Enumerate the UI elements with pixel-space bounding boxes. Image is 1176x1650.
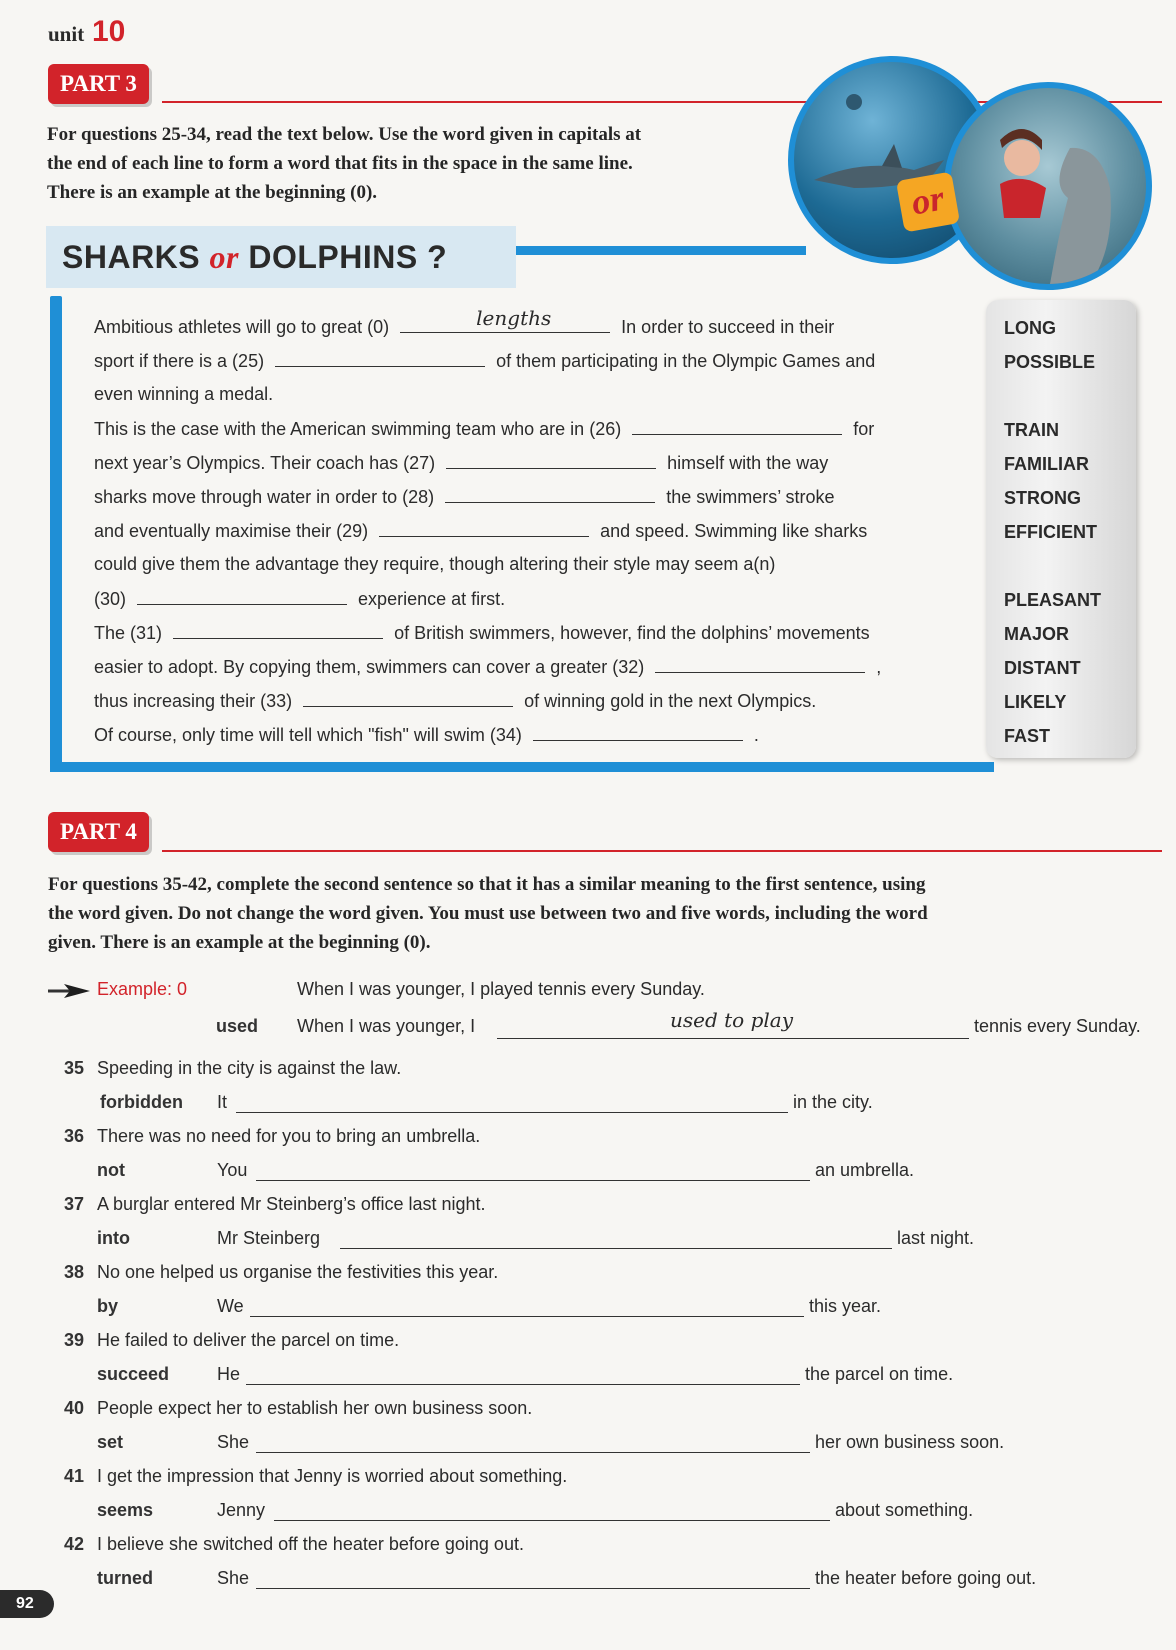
question-end: this year.	[809, 1296, 882, 1316]
question-keyword: by	[97, 1296, 119, 1316]
question-end: in the city.	[793, 1092, 873, 1112]
text-line-32	[94, 656, 881, 678]
question-sentence: Speeding in the city is against the law.	[97, 1058, 402, 1078]
text-line-31	[94, 622, 870, 644]
question-start: She	[217, 1568, 250, 1588]
title-or: or	[209, 239, 239, 275]
question-number: 35	[64, 1058, 85, 1078]
question-keyword: turned	[97, 1568, 153, 1588]
word-efficient: EFFICIENT	[1004, 522, 1097, 542]
text-segment: of them participating in the Olympic Games and	[496, 351, 876, 371]
text-segment: sport if there is a (25)	[94, 351, 265, 371]
word-familiar: FAMILIAR	[1004, 454, 1089, 474]
text-line-29	[94, 520, 867, 542]
answer-blank-34[interactable]	[533, 724, 743, 741]
question-keyword: succeed	[97, 1364, 170, 1384]
title-part-b: DOLPHINS ?	[238, 239, 448, 275]
question-start: He	[217, 1364, 241, 1384]
answer-line[interactable]	[340, 1230, 892, 1249]
example-end: tennis every Sunday.	[974, 1016, 1141, 1036]
question-number: 39	[64, 1330, 85, 1350]
frame-left-line	[50, 296, 62, 772]
question-end: about something.	[835, 1500, 974, 1520]
question-end: the heater before going out.	[815, 1568, 1037, 1588]
answer-blank-0[interactable]	[400, 306, 610, 333]
text-line	[94, 554, 775, 575]
part3-instructions	[47, 120, 807, 207]
text-segment: even winning a medal.	[94, 384, 274, 404]
answer-blank-28[interactable]	[445, 486, 655, 503]
word-long: LONG	[1004, 318, 1056, 338]
part3-instruction-line: the end of each line to form a word that fits in the space in the same line.	[47, 153, 633, 174]
unit-label: unit	[48, 22, 85, 46]
question-start: Jenny	[217, 1500, 266, 1520]
question-keyword: into	[97, 1228, 130, 1248]
question-keyword: forbidden	[100, 1092, 183, 1112]
example-sentence: When I was younger, I played tennis every Sunday.	[297, 979, 705, 999]
answer-blank-29[interactable]	[379, 520, 589, 537]
question-start: She	[217, 1432, 250, 1452]
part4-instruction-line: given. There is an example at the beginning (0).	[48, 932, 431, 953]
text-segment: and eventually maximise their (29)	[94, 521, 369, 541]
text-line-28	[94, 486, 835, 508]
dolphin-icon	[950, 88, 1146, 284]
text-line	[94, 384, 273, 405]
word-train: TRAIN	[1004, 420, 1059, 440]
text-line-33	[94, 690, 816, 712]
arrow-icon	[48, 982, 92, 1000]
question-keyword: set	[97, 1432, 124, 1452]
answer-blank-32[interactable]	[655, 656, 865, 673]
text-segment: easier to adopt. By copying them, swimmers can cover a greater (32)	[94, 657, 645, 677]
page-number: 92	[16, 1595, 34, 1612]
part4-instruction-line: the word given. Do not change the word given. You must use between two and five words, including the word	[48, 903, 928, 924]
text-segment: sharks move through water in order to (28)	[94, 487, 435, 507]
part4-instruction-line: For questions 35-42, complete the second sentence so that it has a similar meaning to the first sentence, using	[48, 874, 926, 895]
answer-line[interactable]	[246, 1366, 800, 1385]
text-segment: Ambitious athletes will go to great (0)	[94, 317, 390, 337]
example-label: Example: 0	[97, 979, 188, 999]
text-segment: of winning gold in the next Olympics.	[524, 691, 817, 711]
question-end: last night.	[897, 1228, 975, 1248]
text-segment: could give them the advantage they require, though altering their style may seem a(n)	[94, 554, 776, 574]
part4-instructions	[48, 870, 1158, 957]
word-distant: DISTANT	[1004, 658, 1081, 678]
article-title	[62, 239, 447, 276]
dolphin-photo	[944, 82, 1152, 290]
answer-line[interactable]	[236, 1094, 788, 1113]
or-badge-text: or	[908, 177, 947, 223]
text-segment: Of course, only time will tell which "fish" will swim (34)	[94, 725, 522, 745]
example-handwritten-answer: used to play	[670, 1008, 793, 1032]
text-segment: ,	[876, 657, 882, 677]
text-line-25	[94, 350, 875, 372]
text-segment: himself with the way	[667, 453, 829, 473]
text-line-34	[94, 724, 759, 746]
answer-blank-26[interactable]	[632, 418, 842, 435]
word-likely: LIKELY	[1004, 692, 1067, 712]
part3-instruction-line: There is an example at the beginning (0).	[47, 182, 378, 203]
question-number: 40	[64, 1398, 85, 1418]
answer-line[interactable]	[256, 1162, 810, 1181]
question-start: Mr Steinberg	[217, 1228, 321, 1248]
question-sentence: A burglar entered Mr Steinberg’s office last night.	[97, 1194, 486, 1214]
text-segment: experience at first.	[358, 589, 506, 609]
question-start: You	[217, 1160, 248, 1180]
frame-bottom-line	[50, 762, 994, 772]
or-badge	[896, 172, 960, 233]
question-sentence: People expect her to establish her own business soon.	[97, 1398, 533, 1418]
page-number-tab	[0, 1590, 54, 1618]
question-sentence: I get the impression that Jenny is worried about something.	[97, 1466, 568, 1486]
text-line-26	[94, 418, 874, 440]
text-segment: The (31)	[94, 623, 163, 643]
question-sentence: He failed to deliver the parcel on time.	[97, 1330, 400, 1350]
question-number: 41	[64, 1466, 85, 1486]
question-number: 42	[64, 1534, 85, 1554]
answer-line[interactable]	[250, 1298, 804, 1317]
question-sentence: There was no need for you to bring an umbrella.	[97, 1126, 481, 1146]
answer-blank-25[interactable]	[275, 350, 485, 367]
text-segment: (30)	[94, 589, 127, 609]
answer-blank-27[interactable]	[446, 452, 656, 469]
question-end: her own business soon.	[815, 1432, 1005, 1452]
answer-blank-30[interactable]	[137, 588, 347, 605]
answer-line[interactable]	[256, 1434, 810, 1453]
text-segment: the swimmers’ stroke	[666, 487, 835, 507]
answer-blank-33[interactable]	[303, 690, 513, 707]
text-segment: for	[853, 419, 875, 439]
question-keyword: not	[97, 1160, 125, 1180]
text-segment: In order to succeed in their	[621, 317, 835, 337]
question-sentence: I believe she switched off the heater before going out.	[97, 1534, 524, 1554]
unit-number: 10	[92, 15, 126, 48]
question-number: 36	[64, 1126, 85, 1146]
answer-line[interactable]	[256, 1570, 810, 1589]
question-number: 37	[64, 1194, 85, 1214]
text-segment: and speed. Swimming like sharks	[600, 521, 868, 541]
text-line-0	[94, 306, 835, 338]
question-number: 38	[64, 1262, 85, 1282]
text-segment: thus increasing their (33)	[94, 691, 293, 711]
example-start: When I was younger, I	[297, 1016, 476, 1036]
word-pleasant: PLEASANT	[1004, 590, 1102, 610]
question-keyword: seems	[97, 1500, 154, 1520]
example-answer: lengths	[476, 306, 552, 330]
example-keyword: used	[216, 1016, 259, 1036]
part4-rule	[162, 850, 1162, 852]
question-end: an umbrella.	[815, 1160, 915, 1180]
word-strong: STRONG	[1004, 488, 1082, 508]
title-part-a: SHARKS	[62, 239, 210, 275]
word-fast: FAST	[1004, 726, 1051, 746]
word-possible: POSSIBLE	[1004, 352, 1096, 372]
part3-badge: PART 3	[48, 64, 149, 104]
part3-instruction-line: For questions 25-34, read the text below. Use the word given in capitals at	[47, 124, 642, 145]
answer-line[interactable]	[274, 1502, 830, 1521]
word-major: MAJOR	[1004, 624, 1070, 644]
text-segment: .	[753, 725, 759, 745]
text-segment: of British swimmers, however, find the dolphins’ movements	[394, 623, 870, 643]
frame-top-line	[516, 246, 806, 255]
question-sentence: No one helped us organise the festivities this year.	[97, 1262, 499, 1282]
question-end: the parcel on time.	[805, 1364, 954, 1384]
part4-badge: PART 4	[48, 812, 149, 852]
text-line-30	[94, 588, 505, 610]
text-line-27	[94, 452, 828, 474]
text-segment: next year’s Olympics. Their coach has (27)	[94, 453, 436, 473]
question-start: It	[217, 1092, 228, 1112]
answer-blank-31[interactable]	[173, 622, 383, 639]
question-start: We	[217, 1296, 244, 1316]
text-segment: This is the case with the American swimming team who are in (26)	[94, 419, 622, 439]
